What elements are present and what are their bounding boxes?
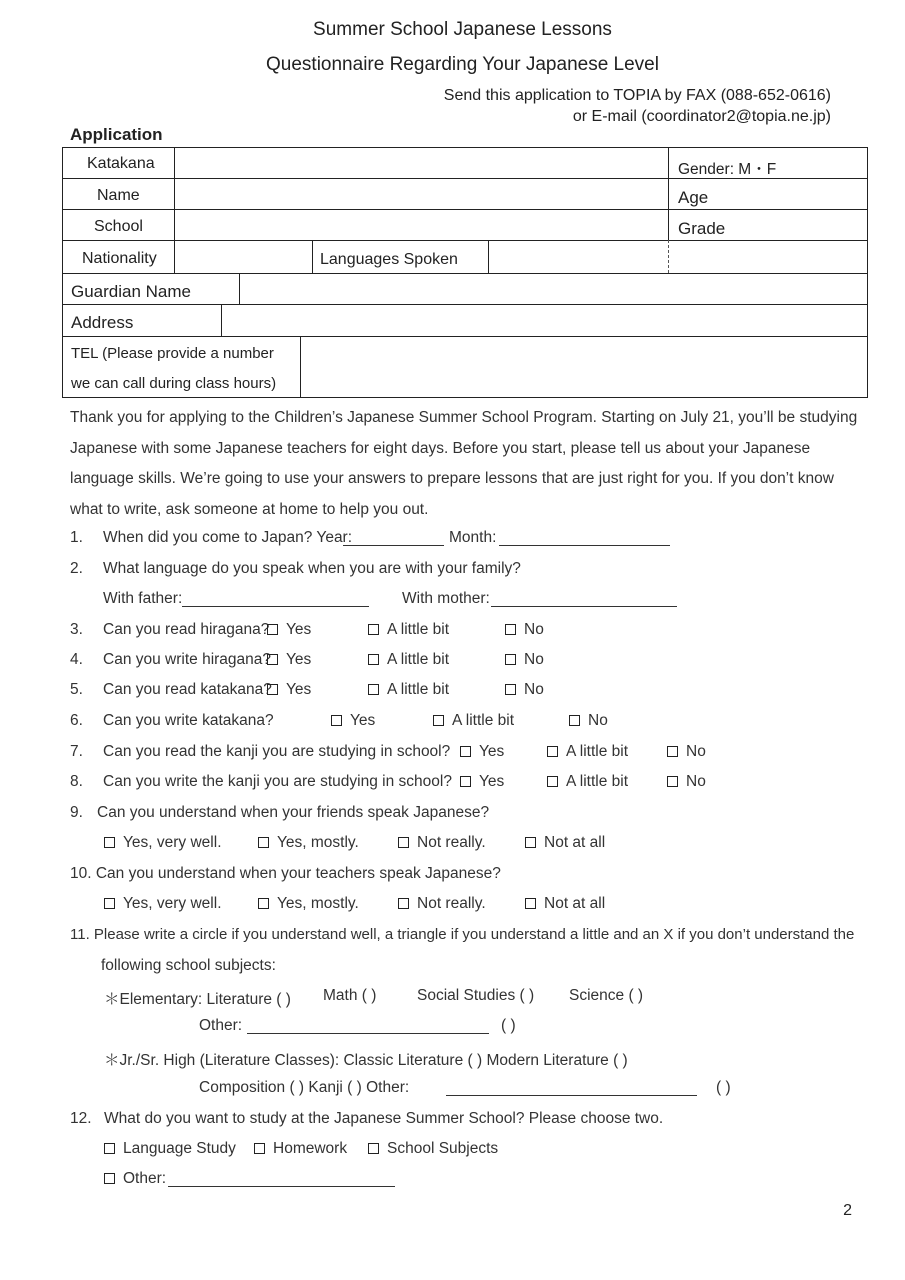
q9-very-well[interactable]: Yes, very well.	[104, 834, 222, 852]
nationality-label: Nationality	[82, 250, 157, 267]
q10-not-at-all[interactable]: Not at all	[525, 895, 605, 913]
q11-composition-kanji[interactable]: Composition ( ) Kanji ( ) Other:	[199, 1079, 410, 1096]
q5-no[interactable]: No	[505, 681, 544, 699]
q4-little[interactable]: A little bit	[368, 651, 449, 669]
checkbox-icon[interactable]	[433, 715, 444, 726]
q6-little[interactable]: A little bit	[433, 712, 514, 730]
q11-math[interactable]: Math ( )	[323, 987, 377, 1004]
q10-very-well[interactable]: Yes, very well.	[104, 895, 222, 913]
languages-spoken-label: Languages Spoken	[320, 251, 458, 268]
q1-month-label: Month:	[449, 529, 497, 546]
q8-little[interactable]: A little bit	[547, 773, 628, 791]
checkbox-icon[interactable]	[331, 715, 342, 726]
q8-text: Can you write the kanji you are studying in school?	[103, 773, 452, 790]
title-line-1: Summer School Japanese Lessons	[313, 19, 612, 40]
q4-text: Can you write hiragana?	[103, 651, 272, 668]
checkbox-icon[interactable]	[267, 684, 278, 695]
q4-number: 4.	[70, 651, 83, 668]
q3-no[interactable]: No	[505, 621, 544, 639]
q8-number: 8.	[70, 773, 83, 790]
checkbox-icon[interactable]	[104, 898, 115, 909]
q11-other-field[interactable]	[247, 1019, 489, 1034]
q6-text: Can you write katakana?	[103, 712, 274, 729]
q7-no[interactable]: No	[667, 743, 706, 761]
q7-little[interactable]: A little bit	[547, 743, 628, 761]
col-divider	[239, 273, 240, 304]
title-line-2: Questionnaire Regarding Your Japanese Level	[266, 54, 659, 75]
intro-paragraph: Thank you for applying to the Children’s Japanese Summer School Program. Starting on July 21, you’ll be studying Japanese with some Japanese teachers for eight days. Before you start, please tell us about your Japanese language skills. We’re going to use your answers to prepare lessons that are just right for you. If you don’t know what to write, ask someone at home to help you out.	[70, 409, 858, 518]
send-fax: Send this application to TOPIA by FAX (088-652-0616)	[443, 87, 831, 104]
q12-number: 12.	[70, 1110, 92, 1127]
q2-text: What language do you speak when you are with your family?	[103, 560, 521, 577]
q5-yes[interactable]: Yes	[267, 681, 311, 699]
checkbox-icon[interactable]	[258, 898, 269, 909]
checkbox-icon[interactable]	[104, 1143, 115, 1154]
checkbox-icon[interactable]	[525, 898, 536, 909]
q2-father-field[interactable]	[182, 592, 369, 607]
q12-language-study[interactable]: Language Study	[104, 1140, 236, 1158]
checkbox-icon[interactable]	[368, 654, 379, 665]
q11-other-mark[interactable]: ( )	[501, 1017, 516, 1034]
checkbox-icon[interactable]	[398, 837, 409, 848]
q9-not-really[interactable]: Not really.	[398, 834, 486, 852]
grade-label: Grade	[678, 219, 726, 238]
age-label: Age	[678, 188, 709, 207]
application-heading: Application	[70, 125, 163, 144]
school-label: School	[94, 218, 143, 235]
row-divider	[63, 336, 867, 337]
checkbox-icon[interactable]	[398, 898, 409, 909]
q7-text: Can you read the kanji you are studying in school?	[103, 743, 451, 760]
school-field[interactable]	[186, 211, 661, 239]
katakana-field[interactable]	[186, 149, 661, 177]
q1-year-field[interactable]	[343, 531, 444, 546]
col-divider	[174, 148, 175, 273]
name-label: Name	[97, 187, 140, 204]
q11-other-label: Other:	[199, 1017, 243, 1034]
q10-text: 10. Can you understand when your teachers speak Japanese?	[70, 865, 501, 882]
q11-social-studies[interactable]: Social Studies ( )	[417, 987, 535, 1004]
q7-yes[interactable]: Yes	[460, 743, 504, 761]
col-divider-dashed	[668, 240, 669, 273]
col-divider	[300, 336, 301, 398]
q1-number: 1.	[70, 529, 83, 546]
q2-mother-field[interactable]	[491, 592, 677, 607]
checkbox-icon[interactable]	[505, 624, 516, 635]
q6-number: 6.	[70, 712, 83, 729]
q12-other[interactable]: Other:	[104, 1170, 166, 1188]
q2-number: 2.	[70, 560, 83, 577]
checkbox-icon[interactable]	[104, 1173, 115, 1184]
q12-text: What do you want to study at the Japanese Summer School? Please choose two.	[104, 1110, 664, 1127]
q11-elementary-literature[interactable]: ＊Elementary: Literature ( )	[104, 991, 291, 1008]
tel-field[interactable]	[309, 339, 859, 395]
q7-number: 7.	[70, 743, 83, 760]
tel-label-line2: we can call during class hours)	[71, 375, 277, 392]
checkbox-icon[interactable]	[460, 746, 471, 757]
q12-homework[interactable]: Homework	[254, 1140, 347, 1158]
application-table	[62, 147, 868, 398]
q5-text: Can you read katakana?	[103, 681, 272, 698]
tel-label-line1: TEL (Please provide a number	[71, 345, 274, 362]
checkbox-icon[interactable]	[254, 1143, 265, 1154]
guardian-name-label: Guardian Name	[71, 282, 192, 301]
q6-yes[interactable]: Yes	[331, 712, 375, 730]
col-divider	[488, 240, 489, 273]
q3-little[interactable]: A little bit	[368, 621, 449, 639]
q11-science[interactable]: Science ( )	[569, 987, 644, 1004]
q6-no[interactable]: No	[569, 712, 608, 730]
q11-jr-other-field[interactable]	[446, 1081, 697, 1096]
q5-number: 5.	[70, 681, 83, 698]
q1-text: When did you come to Japan? Year:	[103, 529, 353, 546]
q2-father-label: With father:	[103, 590, 183, 607]
q4-no[interactable]: No	[505, 651, 544, 669]
q10-not-really[interactable]: Not really.	[398, 895, 486, 913]
q4-yes[interactable]: Yes	[267, 651, 311, 669]
q12-other-field[interactable]	[168, 1172, 395, 1187]
checkbox-icon[interactable]	[667, 776, 678, 787]
checkbox-icon[interactable]	[460, 776, 471, 787]
q1-month-field[interactable]	[499, 531, 670, 546]
checkbox-icon[interactable]	[267, 654, 278, 665]
checkbox-icon[interactable]	[569, 715, 580, 726]
checkbox-icon[interactable]	[525, 837, 536, 848]
checkbox-icon[interactable]	[505, 684, 516, 695]
checkbox-icon[interactable]	[368, 684, 379, 695]
q9-number: 9.	[70, 804, 83, 821]
q9-not-at-all[interactable]: Not at all	[525, 834, 605, 852]
checkbox-icon[interactable]	[505, 654, 516, 665]
q11-text: 11. Please write a circle if you understand well, a triangle if you understand a little and an X if you don’t understand the	[70, 926, 855, 943]
q2-mother-label: With mother:	[402, 590, 490, 607]
row-divider	[63, 209, 867, 210]
address-label: Address	[71, 313, 134, 332]
q12-school-subjects[interactable]: School Subjects	[368, 1140, 498, 1158]
q11-text-2: following school subjects:	[101, 957, 276, 974]
q3-text: Can you read hiragana?	[103, 621, 270, 638]
q5-little[interactable]: A little bit	[368, 681, 449, 699]
page-number: 2	[843, 1202, 852, 1219]
row-divider	[63, 304, 867, 305]
guardian-name-field[interactable]	[248, 275, 858, 303]
checkbox-icon[interactable]	[368, 1143, 379, 1154]
checkbox-icon[interactable]	[667, 746, 678, 757]
checkbox-icon[interactable]	[267, 624, 278, 635]
checkbox-icon[interactable]	[547, 746, 558, 757]
send-email: or E-mail (coordinator2@topia.ne.jp)	[572, 108, 831, 125]
q3-number: 3.	[70, 621, 83, 638]
checkbox-icon[interactable]	[547, 776, 558, 787]
katakana-label: Katakana	[87, 155, 155, 172]
checkbox-icon[interactable]	[258, 837, 269, 848]
gender-label[interactable]: Gender: M・F	[678, 161, 777, 178]
col-divider	[312, 240, 313, 273]
row-divider	[63, 240, 867, 241]
name-field[interactable]	[186, 180, 661, 208]
q11-jr-other-mark[interactable]: ( )	[716, 1079, 731, 1096]
q8-no[interactable]: No	[667, 773, 706, 791]
send-instructions	[444, 85, 831, 127]
col-divider	[668, 148, 669, 240]
q9-text: Can you understand when your friends speak Japanese?	[97, 804, 490, 821]
q10-mostly[interactable]: Yes, mostly.	[258, 895, 359, 913]
row-divider	[63, 273, 867, 274]
q9-mostly[interactable]: Yes, mostly.	[258, 834, 359, 852]
q8-yes[interactable]: Yes	[460, 773, 504, 791]
checkbox-icon[interactable]	[368, 624, 379, 635]
col-divider	[221, 304, 222, 336]
q11-jr-sr-high[interactable]: ＊Jr./Sr. High (Literature Classes): Classic Literature ( ) Modern Literature ( )	[104, 1052, 628, 1069]
address-field[interactable]	[230, 306, 860, 334]
q3-yes[interactable]: Yes	[267, 621, 311, 639]
checkbox-icon[interactable]	[104, 837, 115, 848]
